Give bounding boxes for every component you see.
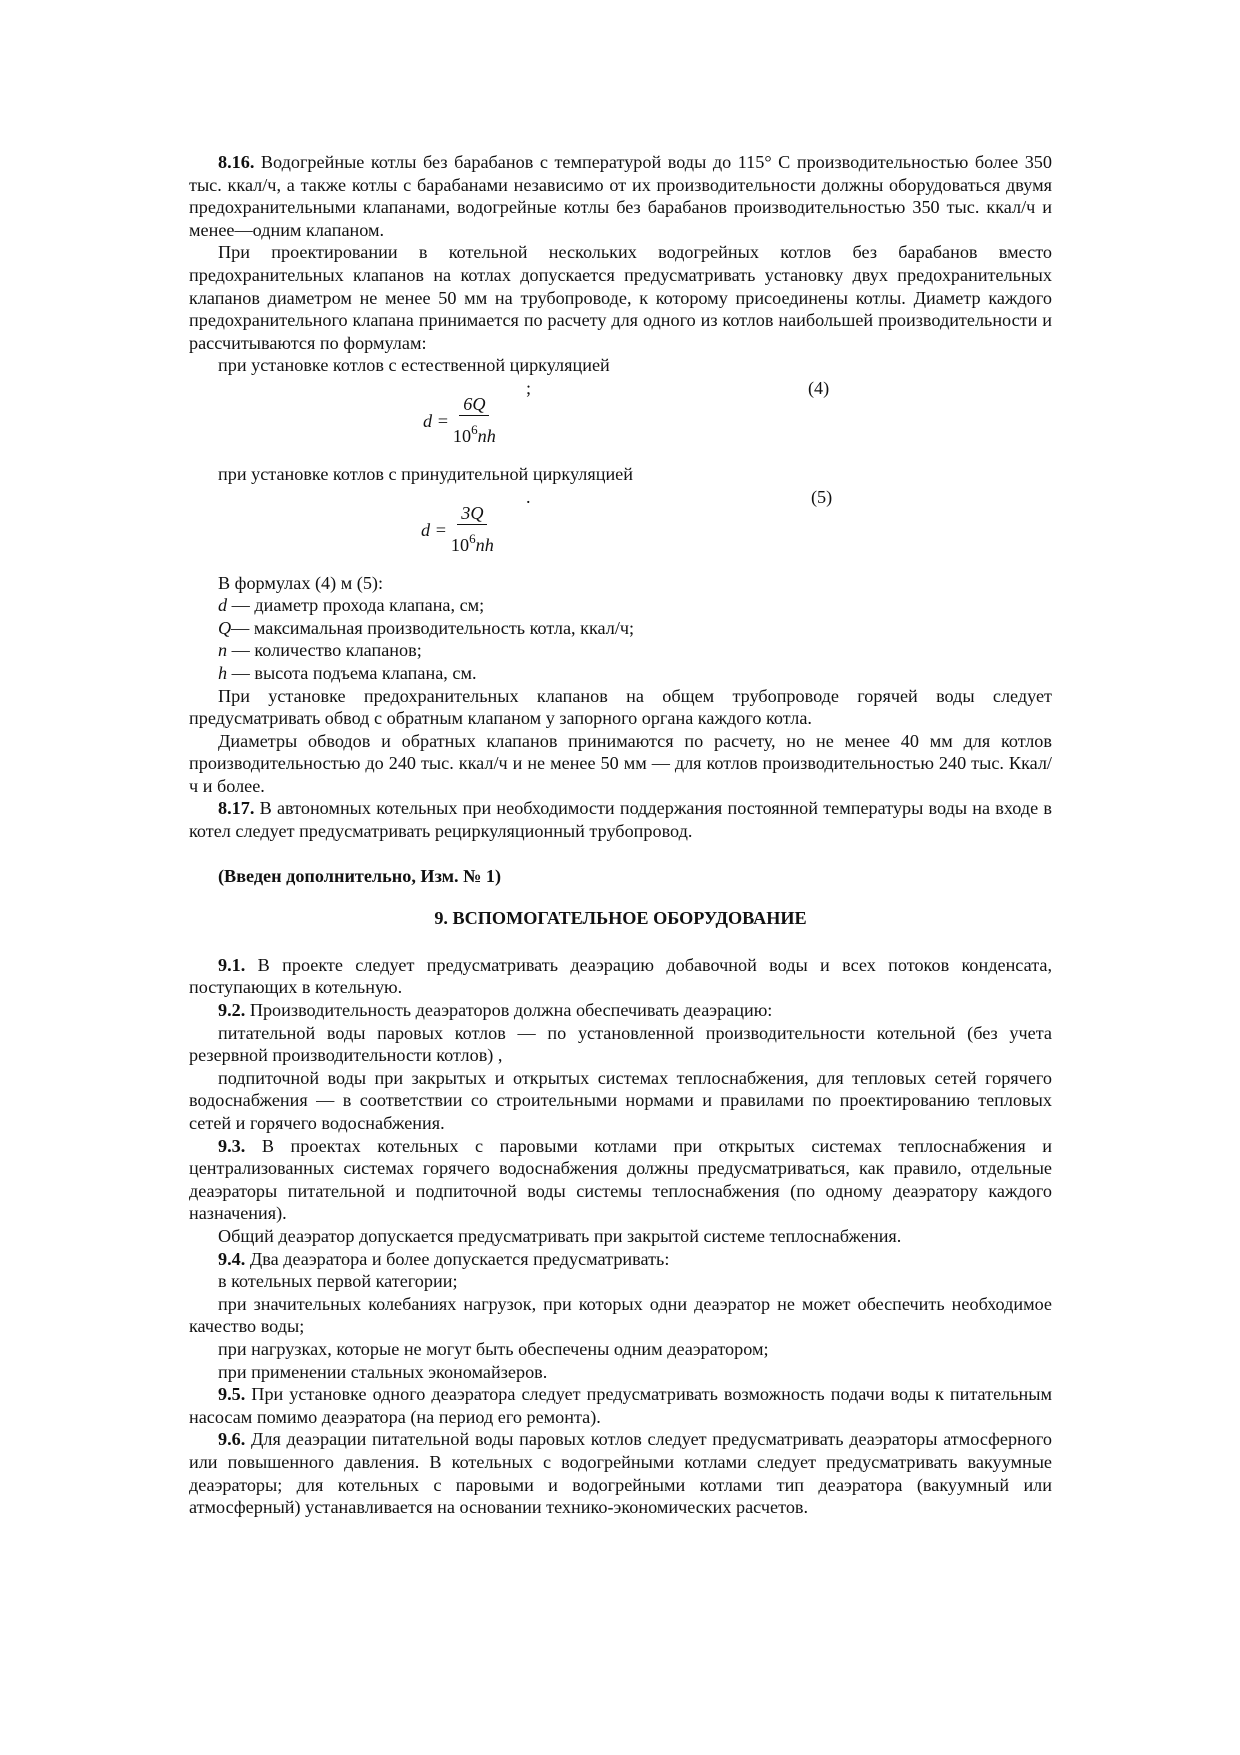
paragraph: Общий деаэратор допускается предусматривать при закрытой системе теплоснабжения. [218, 1225, 902, 1246]
denominator-variables: nh [475, 534, 494, 555]
clause-9-6 [189, 1428, 1052, 1518]
clause-text: Водогрейные котлы без барабанов с температурой воды до 115° С производительностью более 350 тыс. ккал/ч, а также котлы с барабанами независимо от их производительности должны оборудоваться двумя предохранительными клапанами, водогрейные котлы без барабанов производительностью 350 тыс. ккал/ч и менее—одним клапаном. [189, 152, 1052, 240]
clause-number: 9.2. [218, 1000, 246, 1021]
fraction-numerator: 6Q [459, 393, 489, 416]
amendment-note-text: (Введен дополнительно, Изм. № 1) [218, 865, 502, 886]
clause-9-1 [189, 954, 1052, 999]
variable-symbol: Q [218, 617, 232, 638]
fraction-numerator: 3Q [457, 502, 487, 525]
clause-text: При установке одного деаэратора следует предусматривать возможность подачи воды к питательным насосам помимо деаэратора (на период его ремонта). [189, 1384, 1052, 1427]
amendment-note [189, 865, 1052, 888]
fraction [453, 393, 496, 450]
list-item: при значительных колебаниях нагрузок, при которых одни деаэратор не может обеспечить необходимое качество воды; [189, 1293, 1052, 1337]
variable-symbol: n [218, 640, 228, 661]
fraction [451, 502, 494, 559]
formula-number: (5) [811, 486, 833, 507]
paragraph: При проектировании в котельной нескольких водогрейных котлов без барабанов вместо предохранительных клапанов на котлах допускается предусматривать установку двух предохранительных клапанов диаметром не менее 50 мм на трубопроводе, к которому присоединены котлы. Диаметр каждого предохранительного клапана принимается по расчету для одного из котлов наибольшей производительности и рассчитываются по формулам: [189, 242, 1052, 353]
paragraph-natural-circulation: при установке котлов с естественной циркуляцией [218, 355, 610, 376]
clause-number: 9.3. [218, 1135, 246, 1156]
paragraph: При установке предохранительных клапанов на общем трубопроводе горячей воды следует предусматривать обвод с обратным клапаном у запорного органа каждого котла. [189, 685, 1052, 729]
variable-definition [189, 662, 1052, 685]
denominator-variables: nh [477, 425, 496, 446]
denominator-base: 10 [452, 425, 472, 446]
clause-number: 8.16. [218, 152, 255, 172]
clause-number: 9.1. [218, 954, 246, 975]
clause-text: В автономных котельных при необходимости поддержания постоянной температуры воды на входе в котел следует предусматривать рециркуляционный трубопровод. [189, 798, 1052, 842]
paragraph: подпиточной воды при закрытых и открытых системах теплоснабжения, для тепловых сетей горячего водоснабжения — в соответствии со строительными нормами и правилами по проектированию тепловых сетей и горячего водоснабжения. [189, 1067, 1052, 1133]
formula-4 [189, 377, 1052, 446]
formula-legend-intro: В формулах (4) м (5): [218, 572, 384, 593]
clause-number: 8.17. [218, 798, 255, 819]
list-item: при нагрузках, которые не могут быть обеспечены одним деаэратором; [218, 1338, 769, 1359]
clause-text: В проекте следует предусматривать деаэрацию добавочной воды и всех потоков конденсата, поступающих в котельную. [189, 954, 1052, 998]
formula-expression [423, 393, 496, 450]
formula-punct: ; [526, 377, 532, 398]
formula-5 [189, 486, 1052, 555]
clause-9-4 [189, 1248, 1052, 1271]
fraction-denominator [451, 525, 494, 559]
paragraph: Диаметры обводов и обратных клапанов принимаются по расчету, но не менее 40 мм для котлов производительностью до 240 тыс. ккал/ч и не менее 50 мм — для котлов производительностью 240 тыс. Ккал/ч и более. [189, 730, 1052, 796]
variable-symbol: h [218, 662, 228, 683]
variable-description: — диаметр прохода клапана, см; [227, 595, 485, 616]
clause-9-3 [189, 1135, 1052, 1225]
paragraph-forced-circulation: при установке котлов с принудительной циркуляцией [218, 463, 633, 484]
section-heading: 9. ВСПОМОГАТЕЛЬНОЕ ОБОРУДОВАНИЕ [434, 908, 807, 929]
formula-number: (4) [808, 377, 830, 398]
clause-number: 9.6. [218, 1429, 246, 1450]
clause-text: Производительность деаэраторов должна обеспечивать деаэрацию: [245, 1000, 773, 1021]
clause-text: В проектах котельных с паровыми котлами при открытых системах теплоснабжения и централизованных системах горячего водоснабжения должны предусматриваться, как правило, отдельные деаэраторы питательной и подпиточной воды системы теплоснабжения (по одному деаэратору каждого назначения). [189, 1135, 1052, 1224]
formula-expression [421, 502, 494, 559]
clause-number: 9.5. [218, 1384, 246, 1405]
document-body [189, 151, 1052, 1519]
variable-description: — высота подъема клапана, см. [227, 662, 477, 683]
variable-definition [189, 617, 1052, 640]
list-item: при применении стальных экономайзеров. [218, 1361, 548, 1382]
clause-text: Для деаэрации питательной воды паровых котлов следует предусматривать деаэраторы атмосферного или повышенного давления. В котельных с водогрейными котлами следует предусматривать вакуумные деаэраторы; для котельных с паровыми и водогрейными котлами тип деаэратора (вакуумный или атмосферный) устанавливается на основании технико-экономических расчетов. [189, 1429, 1052, 1518]
clause-9-2 [189, 999, 1052, 1022]
paragraph: питательной воды паровых котлов — по установленной производительности котельной (без учета резервной производительности котлов) , [189, 1022, 1052, 1066]
fraction-denominator [453, 416, 496, 450]
denominator-base: 10 [450, 534, 470, 555]
formula-lhs: d = [423, 411, 449, 432]
variable-symbol: d [218, 595, 228, 616]
clause-number: 9.4. [218, 1248, 246, 1269]
variable-definition [189, 639, 1052, 662]
formula-lhs: d = [421, 519, 447, 540]
clause-8-17 [189, 797, 1052, 842]
variable-description: — максимальная производительность котла, ккал/ч; [231, 617, 635, 638]
variable-definition [189, 594, 1052, 617]
variable-description: — количество клапанов; [227, 640, 422, 661]
formula-punct: . [526, 486, 531, 507]
denominator-exponent: 6 [471, 421, 478, 437]
clause-8-16 [189, 151, 1052, 241]
clause-9-5 [189, 1383, 1052, 1428]
clause-text: Два деаэратора и более допускается предусматривать: [245, 1248, 670, 1269]
list-item: в котельных первой категории; [218, 1271, 458, 1292]
denominator-exponent: 6 [469, 530, 476, 546]
